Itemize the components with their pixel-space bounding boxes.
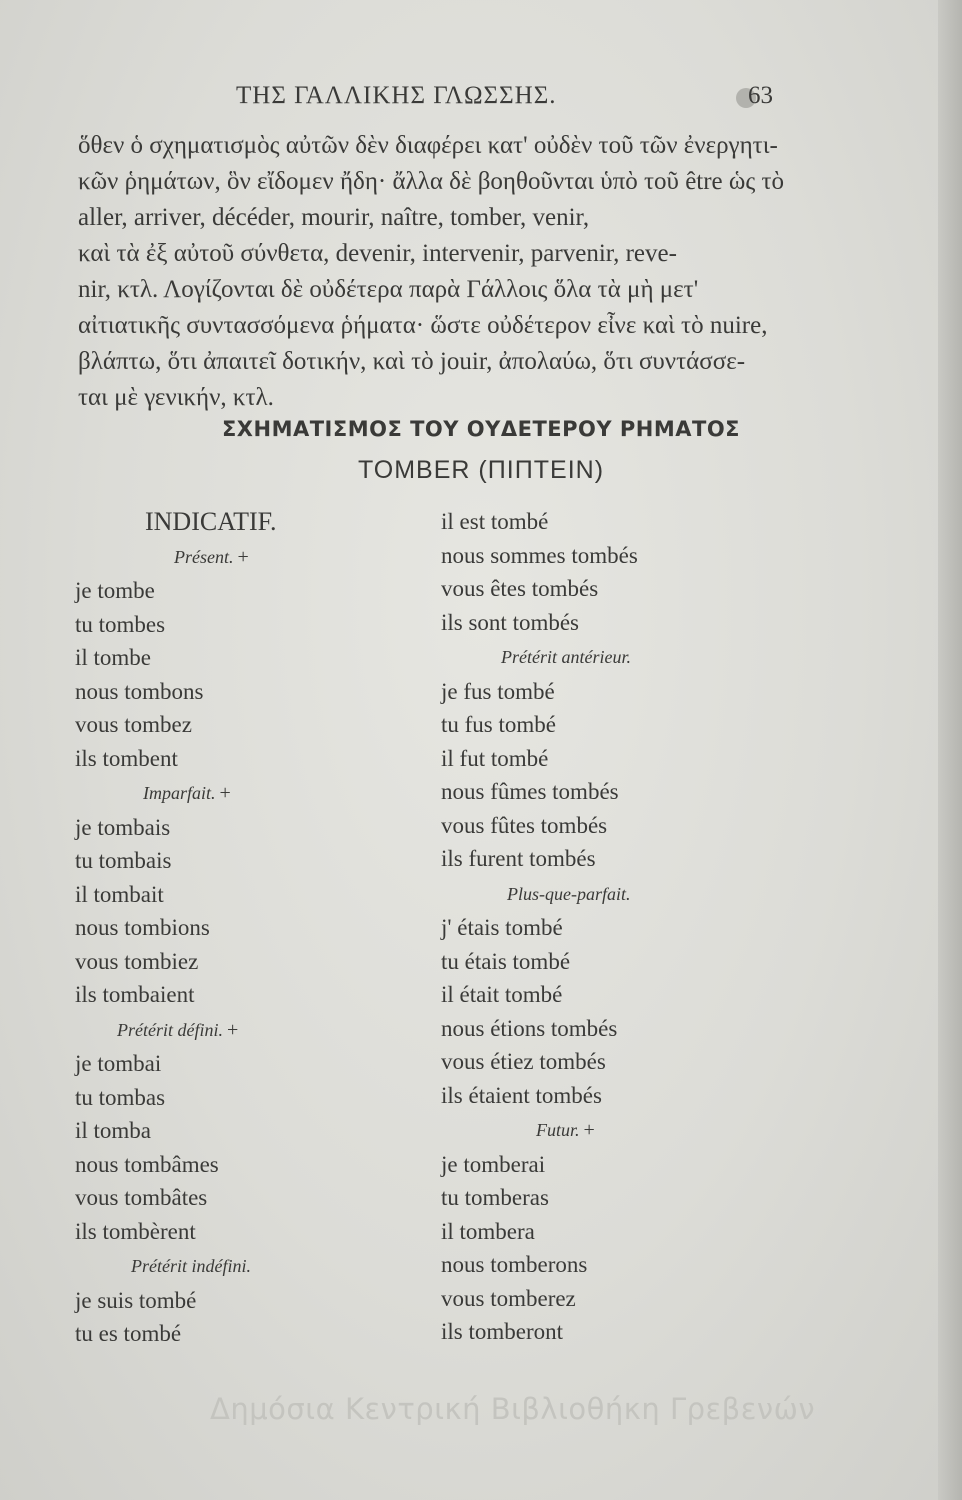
tense-preterit-defini [75,1012,435,1048]
verb-form: nous tombâmes [75,1151,219,1177]
verb-form: vous tombez [75,712,192,737]
verb-form: j' étais tombé [441,915,563,940]
conjugation-left-column [75,505,435,1351]
verb-form: je tombai [75,1051,162,1076]
tense-label: Prétérit indéfini. [131,1256,251,1276]
verb-form: il fut tombé [441,745,549,771]
verb-form: il tombe [75,645,152,670]
verb-form: je fus tombé [441,678,555,704]
verb-form: tu tombais [75,848,172,873]
text-line: αἰτιατικῆς συντασσόμενα ῥήματα· ὥστε οὐδέτερον εἶνε καὶ τὸ nuire, [78,312,768,339]
text-line: βλάπτω, ὅτι ἀπαιτεῖ δοτικήν, καὶ τὸ jouir, ἀπολαύω, ὅτι συντάσσε- [78,348,746,375]
verb-form: il était tombé [441,982,563,1007]
tense-present [75,539,435,575]
tense-label: Prétérit défini. [117,1019,223,1040]
verb-form: il tombera [441,1218,535,1244]
cross-mark: + [219,782,231,804]
section-heading: ΣΧΗΜΑΤΙΣΜΟΣ ΤΟΥ ΟΥΔΕΤΕΡΟΥ ΡΗΜΑΤΟΣ [221,417,741,441]
cross-mark: + [583,1119,595,1141]
verb-form: vous fûtes tombés [441,812,608,838]
text-line: ται μὲ γενικήν, κτλ. [78,384,274,411]
verb-form: je tombe [75,578,155,603]
verb-form: nous étions tombés [441,1015,618,1041]
text-line: καὶ τὰ ἐξ αὐτοῦ σύνθετα, devenir, intervenir, parvenir, reve- [78,240,677,267]
verb-form: je suis tombé [75,1287,197,1313]
tense-plus-que-parfait [441,876,861,912]
verb-form: nous fûmes tombés [441,779,619,804]
verb-form: vous êtes tombés [441,576,599,601]
verb-form: nous tombons [75,678,204,704]
verb-form: tu tomberas [441,1185,549,1210]
verb-form: je tombais [75,814,171,840]
conjugation-right-column [441,505,861,1349]
text-line: ὅθεν ὁ σχηματισμὸς αὐτῶν δὲν διαφέρει κατ' οὐδὲν τοῦ τῶν ἐνεργητι- [78,132,778,159]
verb-form: nous tombions [75,915,210,940]
verb-form: ils tombaient [75,982,195,1007]
tense-label: Plus-que-parfait. [507,883,631,904]
running-title: ΤΗΣ ΓΑΛΛΙΚΗΣ ΓΛΩΣΣΗΣ. [236,82,557,109]
verb-form: ils furent tombés [441,846,596,871]
verb-form: vous tombiez [75,948,199,974]
verb-form: tu tombas [75,1084,166,1110]
verb-heading: TOMBER (ΠΙΠΤΕΙΝ) [357,456,605,484]
tense-imparfait [75,775,435,811]
verb-form: ils étaient tombés [441,1082,602,1108]
cross-mark: + [237,545,249,568]
verb-form: il tomba [75,1118,152,1143]
verb-form: je tomberai [441,1151,546,1177]
verb-form: ils tombèrent [75,1218,196,1244]
verb-form: tu tombes [75,611,166,637]
page-header [0,80,962,120]
text-line: κῶν ῥημάτων, ὃν εἴδομεν ἤδη· ἄλλα δὲ βοηθοῦνται ὑπὸ τοῦ être ὡς τὸ [78,168,785,195]
verb-form: tu étais tombé [441,948,571,974]
tense-futur [441,1112,861,1148]
verb-form: vous tombâtes [75,1185,208,1210]
text-line: aller, arriver, décéder, mourir, naître, tomber, venir, [78,204,590,231]
verb-form: il est tombé [441,509,549,534]
verb-form: vous tomberez [441,1285,576,1311]
verb-form: nous sommes tombés [441,542,638,568]
cross-mark: + [226,1018,239,1041]
tense-label: Imparfait. [143,783,216,803]
tense-preterit-anterieur [441,639,861,675]
intro-paragraph [78,128,798,416]
verb-form: tu es tombé [75,1321,182,1346]
verb-form: ils tombent [75,745,178,771]
verb-form: vous étiez tombés [441,1049,606,1074]
page-edge-shadow [938,0,962,1500]
text-line: nir, κτλ. Λογίζονται δὲ οὐδέτερα παρὰ Γάλλοις ὅλα τὰ μὴ μετ' [78,276,699,303]
verb-form: tu fus tombé [441,712,556,737]
tense-label: Futur. [536,1120,580,1140]
verb-form: ils tomberont [441,1319,564,1344]
verb-form: nous tomberons [441,1252,588,1277]
tense-preterit-indefini [75,1248,435,1284]
verb-form: ils sont tombés [441,609,580,635]
tense-label: Présent. [174,546,234,567]
page-number: 63 [748,82,773,109]
library-watermark: Δημόσια Κεντρική Βιβλιοθήκη Γρεβενών [210,1392,816,1426]
mood-label: INDICATIF. [145,507,277,536]
verb-form: il tombait [75,881,164,907]
tense-label: Prétérit antérieur. [501,647,631,667]
